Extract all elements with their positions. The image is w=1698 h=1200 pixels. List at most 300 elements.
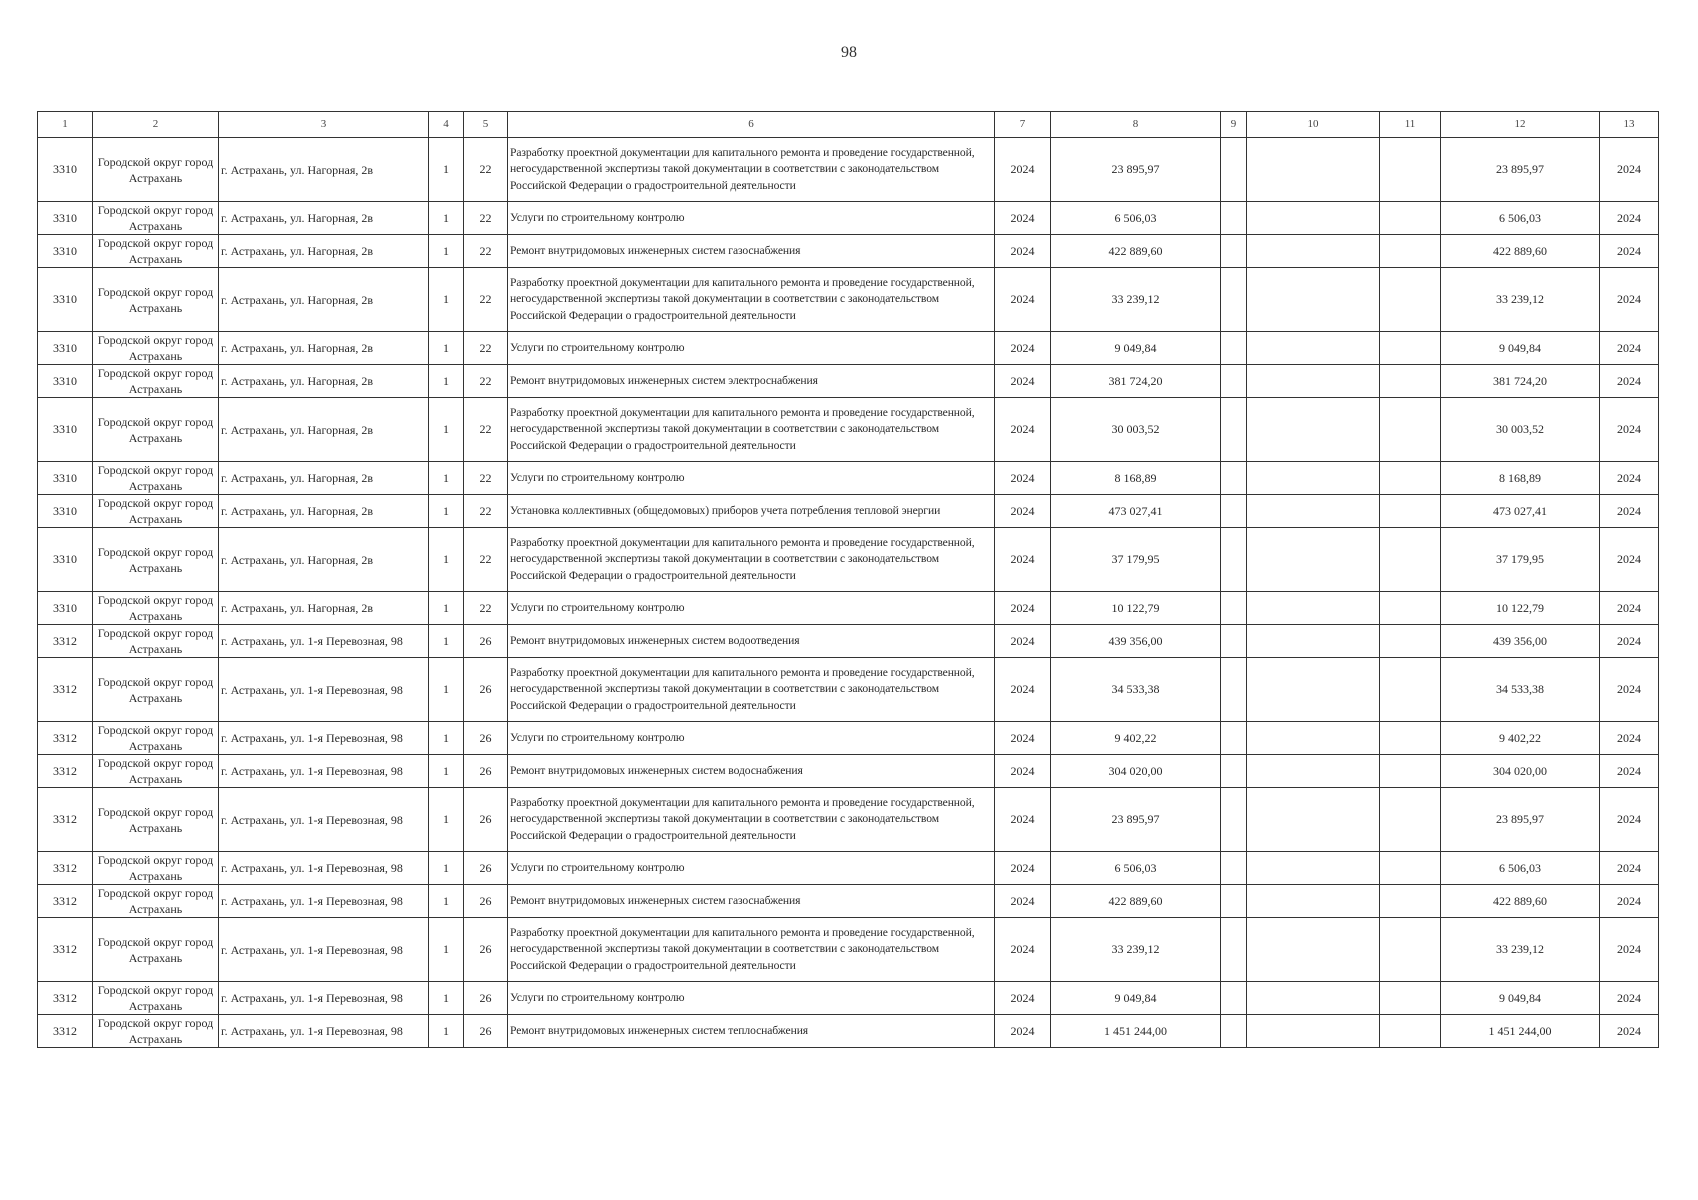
col5-cell: 22 (464, 592, 508, 625)
col10-cell (1247, 755, 1380, 788)
municipality-cell: Городской округ город Астрахань (93, 722, 219, 755)
col9-cell (1221, 885, 1247, 918)
column-header-7: 7 (995, 112, 1051, 138)
address-cell: г. Астрахань, ул. 1-я Перевозная, 98 (219, 658, 429, 722)
table-row (38, 235, 1659, 268)
amount-cell: 34 533,38 (1441, 658, 1600, 722)
row-id-cell: 3310 (38, 528, 93, 592)
municipality-cell: Городской округ город Астрахань (93, 462, 219, 495)
address-cell: г. Астрахань, ул. Нагорная, 2в (219, 332, 429, 365)
address-cell: г. Астрахань, ул. Нагорная, 2в (219, 398, 429, 462)
amount-cell: 1 451 244,00 (1441, 1015, 1600, 1048)
total-cost-cell: 9 049,84 (1051, 332, 1221, 365)
table-row (38, 852, 1659, 885)
col4-cell: 1 (429, 788, 464, 852)
end-year-cell: 2024 (1600, 138, 1659, 202)
municipality-cell: Городской округ город Астрахань (93, 592, 219, 625)
column-header-6: 6 (508, 112, 995, 138)
address-cell: г. Астрахань, ул. Нагорная, 2в (219, 268, 429, 332)
address-cell: г. Астрахань, ул. 1-я Перевозная, 98 (219, 722, 429, 755)
total-cost-cell: 10 122,79 (1051, 592, 1221, 625)
col9-cell (1221, 918, 1247, 982)
year-cell: 2024 (995, 268, 1051, 332)
amount-cell: 23 895,97 (1441, 788, 1600, 852)
work-description-cell: Услуги по строительному контролю (508, 722, 995, 755)
end-year-cell: 2024 (1600, 592, 1659, 625)
row-id-cell: 3310 (38, 398, 93, 462)
end-year-cell: 2024 (1600, 235, 1659, 268)
municipality-cell: Городской округ город Астрахань (93, 982, 219, 1015)
row-id-cell: 3312 (38, 722, 93, 755)
col9-cell (1221, 788, 1247, 852)
municipality-cell: Городской округ город Астрахань (93, 885, 219, 918)
col11-cell (1380, 658, 1441, 722)
year-cell: 2024 (995, 755, 1051, 788)
col10-cell (1247, 332, 1380, 365)
end-year-cell: 2024 (1600, 625, 1659, 658)
total-cost-cell: 6 506,03 (1051, 852, 1221, 885)
col5-cell: 26 (464, 852, 508, 885)
table-row (38, 268, 1659, 332)
column-header-3: 3 (219, 112, 429, 138)
address-cell: г. Астрахань, ул. 1-я Перевозная, 98 (219, 918, 429, 982)
year-cell: 2024 (995, 885, 1051, 918)
year-cell: 2024 (995, 982, 1051, 1015)
year-cell: 2024 (995, 852, 1051, 885)
col10-cell (1247, 852, 1380, 885)
total-cost-cell: 422 889,60 (1051, 235, 1221, 268)
total-cost-cell: 9 049,84 (1051, 982, 1221, 1015)
row-id-cell: 3312 (38, 658, 93, 722)
year-cell: 2024 (995, 722, 1051, 755)
col5-cell: 22 (464, 495, 508, 528)
row-id-cell: 3312 (38, 852, 93, 885)
amount-cell: 473 027,41 (1441, 495, 1600, 528)
col11-cell (1380, 332, 1441, 365)
col4-cell: 1 (429, 592, 464, 625)
col11-cell (1380, 1015, 1441, 1048)
col9-cell (1221, 202, 1247, 235)
amount-cell: 381 724,20 (1441, 365, 1600, 398)
col9-cell (1221, 332, 1247, 365)
work-description-cell: Разработку проектной документации для капитального ремонта и проведение государственной, негосударственной экспертизы такой документации в соответствии с законодательством Российской Федерации о градостроительной деятельности (508, 658, 995, 722)
total-cost-cell: 37 179,95 (1051, 528, 1221, 592)
work-description-cell: Установка коллективных (общедомовых) приборов учета потребления тепловой энергии (508, 495, 995, 528)
end-year-cell: 2024 (1600, 788, 1659, 852)
col11-cell (1380, 852, 1441, 885)
col11-cell (1380, 462, 1441, 495)
end-year-cell: 2024 (1600, 268, 1659, 332)
table-row (38, 365, 1659, 398)
col11-cell (1380, 592, 1441, 625)
amount-cell: 8 168,89 (1441, 462, 1600, 495)
amount-cell: 33 239,12 (1441, 918, 1600, 982)
column-header-12: 12 (1441, 112, 1600, 138)
col5-cell: 22 (464, 332, 508, 365)
address-cell: г. Астрахань, ул. 1-я Перевозная, 98 (219, 982, 429, 1015)
col11-cell (1380, 755, 1441, 788)
table-row (38, 332, 1659, 365)
row-id-cell: 3310 (38, 462, 93, 495)
row-id-cell: 3312 (38, 755, 93, 788)
col9-cell (1221, 982, 1247, 1015)
work-description-cell: Ремонт внутридомовых инженерных систем водоотведения (508, 625, 995, 658)
work-description-cell: Услуги по строительному контролю (508, 332, 995, 365)
address-cell: г. Астрахань, ул. Нагорная, 2в (219, 235, 429, 268)
col4-cell: 1 (429, 202, 464, 235)
col4-cell: 1 (429, 462, 464, 495)
work-description-cell: Разработку проектной документации для капитального ремонта и проведение государственной, негосударственной экспертизы такой документации в соответствии с законодательством Российской Федерации о градостроительной деятельности (508, 268, 995, 332)
work-description-cell: Ремонт внутридомовых инженерных систем водоснабжения (508, 755, 995, 788)
row-id-cell: 3310 (38, 495, 93, 528)
end-year-cell: 2024 (1600, 462, 1659, 495)
municipality-cell: Городской округ город Астрахань (93, 138, 219, 202)
amount-cell: 304 020,00 (1441, 755, 1600, 788)
col9-cell (1221, 268, 1247, 332)
work-description-cell: Ремонт внутридомовых инженерных систем электроснабжения (508, 365, 995, 398)
col10-cell (1247, 885, 1380, 918)
row-id-cell: 3312 (38, 625, 93, 658)
end-year-cell: 2024 (1600, 1015, 1659, 1048)
col4-cell: 1 (429, 398, 464, 462)
total-cost-cell: 439 356,00 (1051, 625, 1221, 658)
col9-cell (1221, 365, 1247, 398)
col11-cell (1380, 722, 1441, 755)
col10-cell (1247, 918, 1380, 982)
col4-cell: 1 (429, 528, 464, 592)
total-cost-cell: 9 402,22 (1051, 722, 1221, 755)
col5-cell: 26 (464, 755, 508, 788)
header-row (38, 112, 1659, 138)
col4-cell: 1 (429, 332, 464, 365)
amount-cell: 6 506,03 (1441, 202, 1600, 235)
municipality-cell: Городской округ город Астрахань (93, 202, 219, 235)
total-cost-cell: 8 168,89 (1051, 462, 1221, 495)
table-row (38, 398, 1659, 462)
address-cell: г. Астрахань, ул. 1-я Перевозная, 98 (219, 788, 429, 852)
col11-cell (1380, 202, 1441, 235)
col5-cell: 26 (464, 885, 508, 918)
column-header-11: 11 (1380, 112, 1441, 138)
total-cost-cell: 30 003,52 (1051, 398, 1221, 462)
municipality-cell: Городской округ город Астрахань (93, 1015, 219, 1048)
municipality-cell: Городской округ город Астрахань (93, 755, 219, 788)
address-cell: г. Астрахань, ул. Нагорная, 2в (219, 592, 429, 625)
col5-cell: 22 (464, 528, 508, 592)
end-year-cell: 2024 (1600, 755, 1659, 788)
col9-cell (1221, 528, 1247, 592)
col4-cell: 1 (429, 625, 464, 658)
amount-cell: 23 895,97 (1441, 138, 1600, 202)
total-cost-cell: 23 895,97 (1051, 788, 1221, 852)
end-year-cell: 2024 (1600, 365, 1659, 398)
work-description-cell: Разработку проектной документации для капитального ремонта и проведение государственной, негосударственной экспертизы такой документации в соответствии с законодательством Российской Федерации о градостроительной деятельности (508, 528, 995, 592)
amount-cell: 9 049,84 (1441, 332, 1600, 365)
address-cell: г. Астрахань, ул. Нагорная, 2в (219, 138, 429, 202)
work-description-cell: Услуги по строительному контролю (508, 982, 995, 1015)
amount-cell: 10 122,79 (1441, 592, 1600, 625)
end-year-cell: 2024 (1600, 658, 1659, 722)
municipality-cell: Городской округ город Астрахань (93, 852, 219, 885)
col11-cell (1380, 788, 1441, 852)
col4-cell: 1 (429, 495, 464, 528)
year-cell: 2024 (995, 918, 1051, 982)
end-year-cell: 2024 (1600, 885, 1659, 918)
col10-cell (1247, 528, 1380, 592)
col11-cell (1380, 918, 1441, 982)
year-cell: 2024 (995, 398, 1051, 462)
end-year-cell: 2024 (1600, 528, 1659, 592)
col10-cell (1247, 495, 1380, 528)
work-description-cell: Ремонт внутридомовых инженерных систем газоснабжения (508, 235, 995, 268)
col9-cell (1221, 462, 1247, 495)
municipality-cell: Городской округ город Астрахань (93, 918, 219, 982)
row-id-cell: 3310 (38, 592, 93, 625)
column-header-4: 4 (429, 112, 464, 138)
address-cell: г. Астрахань, ул. 1-я Перевозная, 98 (219, 625, 429, 658)
work-description-cell: Ремонт внутридомовых инженерных систем теплоснабжения (508, 1015, 995, 1048)
table-row (38, 918, 1659, 982)
end-year-cell: 2024 (1600, 398, 1659, 462)
row-id-cell: 3312 (38, 788, 93, 852)
table-row (38, 982, 1659, 1015)
column-header-10: 10 (1247, 112, 1380, 138)
col4-cell: 1 (429, 658, 464, 722)
amount-cell: 6 506,03 (1441, 852, 1600, 885)
end-year-cell: 2024 (1600, 852, 1659, 885)
table-row (38, 722, 1659, 755)
col4-cell: 1 (429, 1015, 464, 1048)
column-header-1: 1 (38, 112, 93, 138)
table-row (38, 202, 1659, 235)
work-description-cell: Разработку проектной документации для капитального ремонта и проведение государственной, негосударственной экспертизы такой документации в соответствии с законодательством Российской Федерации о градостроительной деятельности (508, 398, 995, 462)
col9-cell (1221, 138, 1247, 202)
col10-cell (1247, 592, 1380, 625)
row-id-cell: 3310 (38, 235, 93, 268)
municipality-cell: Городской округ город Астрахань (93, 365, 219, 398)
table-row (38, 885, 1659, 918)
address-cell: г. Астрахань, ул. Нагорная, 2в (219, 365, 429, 398)
col11-cell (1380, 235, 1441, 268)
total-cost-cell: 381 724,20 (1051, 365, 1221, 398)
municipality-cell: Городской округ город Астрахань (93, 398, 219, 462)
amount-cell: 37 179,95 (1441, 528, 1600, 592)
col5-cell: 26 (464, 788, 508, 852)
year-cell: 2024 (995, 528, 1051, 592)
col4-cell: 1 (429, 138, 464, 202)
col11-cell (1380, 268, 1441, 332)
col10-cell (1247, 722, 1380, 755)
work-description-cell: Разработку проектной документации для капитального ремонта и проведение государственной, негосударственной экспертизы такой документации в соответствии с законодательством Российской Федерации о градостроительной деятельности (508, 138, 995, 202)
end-year-cell: 2024 (1600, 495, 1659, 528)
amount-cell: 9 049,84 (1441, 982, 1600, 1015)
total-cost-cell: 473 027,41 (1051, 495, 1221, 528)
work-description-cell: Услуги по строительному контролю (508, 852, 995, 885)
address-cell: г. Астрахань, ул. 1-я Перевозная, 98 (219, 852, 429, 885)
col9-cell (1221, 755, 1247, 788)
col9-cell (1221, 625, 1247, 658)
amount-cell: 422 889,60 (1441, 235, 1600, 268)
col9-cell (1221, 592, 1247, 625)
amount-cell: 9 402,22 (1441, 722, 1600, 755)
municipality-cell: Городской округ город Астрахань (93, 332, 219, 365)
municipality-cell: Городской округ город Астрахань (93, 495, 219, 528)
col11-cell (1380, 625, 1441, 658)
col4-cell: 1 (429, 918, 464, 982)
work-description-cell: Разработку проектной документации для капитального ремонта и проведение государственной, негосударственной экспертизы такой документации в соответствии с законодательством Российской Федерации о градостроительной деятельности (508, 788, 995, 852)
municipality-cell: Городской округ город Астрахань (93, 268, 219, 332)
col10-cell (1247, 1015, 1380, 1048)
municipality-cell: Городской округ город Астрахань (93, 788, 219, 852)
end-year-cell: 2024 (1600, 202, 1659, 235)
table-row (38, 495, 1659, 528)
table-row (38, 138, 1659, 202)
col10-cell (1247, 365, 1380, 398)
col4-cell: 1 (429, 755, 464, 788)
col9-cell (1221, 1015, 1247, 1048)
total-cost-cell: 34 533,38 (1051, 658, 1221, 722)
address-cell: г. Астрахань, ул. Нагорная, 2в (219, 202, 429, 235)
table-row (38, 755, 1659, 788)
table-row (38, 658, 1659, 722)
col5-cell: 22 (464, 268, 508, 332)
row-id-cell: 3312 (38, 982, 93, 1015)
table-row (38, 788, 1659, 852)
col5-cell: 22 (464, 202, 508, 235)
total-cost-cell: 6 506,03 (1051, 202, 1221, 235)
work-description-cell: Услуги по строительному контролю (508, 462, 995, 495)
year-cell: 2024 (995, 788, 1051, 852)
amount-cell: 422 889,60 (1441, 885, 1600, 918)
col11-cell (1380, 528, 1441, 592)
row-id-cell: 3310 (38, 332, 93, 365)
row-id-cell: 3310 (38, 202, 93, 235)
year-cell: 2024 (995, 138, 1051, 202)
year-cell: 2024 (995, 462, 1051, 495)
col11-cell (1380, 365, 1441, 398)
page-number: 98 (841, 44, 857, 61)
total-cost-cell: 304 020,00 (1051, 755, 1221, 788)
col5-cell: 22 (464, 398, 508, 462)
year-cell: 2024 (995, 235, 1051, 268)
col10-cell (1247, 268, 1380, 332)
col9-cell (1221, 398, 1247, 462)
table-row (38, 592, 1659, 625)
col11-cell (1380, 138, 1441, 202)
col4-cell: 1 (429, 365, 464, 398)
col11-cell (1380, 495, 1441, 528)
address-cell: г. Астрахань, ул. 1-я Перевозная, 98 (219, 885, 429, 918)
col10-cell (1247, 138, 1380, 202)
row-id-cell: 3312 (38, 885, 93, 918)
row-id-cell: 3312 (38, 1015, 93, 1048)
year-cell: 2024 (995, 592, 1051, 625)
col4-cell: 1 (429, 982, 464, 1015)
col5-cell: 26 (464, 1015, 508, 1048)
municipality-cell: Городской округ город Астрахань (93, 625, 219, 658)
row-id-cell: 3310 (38, 365, 93, 398)
end-year-cell: 2024 (1600, 982, 1659, 1015)
address-cell: г. Астрахань, ул. 1-я Перевозная, 98 (219, 1015, 429, 1048)
col10-cell (1247, 462, 1380, 495)
col10-cell (1247, 202, 1380, 235)
col5-cell: 22 (464, 138, 508, 202)
work-description-cell: Ремонт внутридомовых инженерных систем газоснабжения (508, 885, 995, 918)
row-id-cell: 3312 (38, 918, 93, 982)
municipality-cell: Городской округ город Астрахань (93, 235, 219, 268)
col9-cell (1221, 852, 1247, 885)
address-cell: г. Астрахань, ул. 1-я Перевозная, 98 (219, 755, 429, 788)
col5-cell: 22 (464, 365, 508, 398)
col9-cell (1221, 658, 1247, 722)
col5-cell: 22 (464, 235, 508, 268)
register-table (37, 111, 1659, 1048)
col10-cell (1247, 788, 1380, 852)
address-cell: г. Астрахань, ул. Нагорная, 2в (219, 528, 429, 592)
total-cost-cell: 33 239,12 (1051, 918, 1221, 982)
year-cell: 2024 (995, 495, 1051, 528)
column-header-2: 2 (93, 112, 219, 138)
col10-cell (1247, 658, 1380, 722)
col5-cell: 26 (464, 918, 508, 982)
address-cell: г. Астрахань, ул. Нагорная, 2в (219, 462, 429, 495)
col9-cell (1221, 235, 1247, 268)
end-year-cell: 2024 (1600, 332, 1659, 365)
col10-cell (1247, 398, 1380, 462)
column-header-8: 8 (1051, 112, 1221, 138)
total-cost-cell: 23 895,97 (1051, 138, 1221, 202)
end-year-cell: 2024 (1600, 918, 1659, 982)
table-row (38, 625, 1659, 658)
year-cell: 2024 (995, 658, 1051, 722)
address-cell: г. Астрахань, ул. Нагорная, 2в (219, 495, 429, 528)
col10-cell (1247, 235, 1380, 268)
col4-cell: 1 (429, 268, 464, 332)
col11-cell (1380, 398, 1441, 462)
row-id-cell: 3310 (38, 268, 93, 332)
amount-cell: 30 003,52 (1441, 398, 1600, 462)
col5-cell: 26 (464, 722, 508, 755)
col4-cell: 1 (429, 885, 464, 918)
work-description-cell: Услуги по строительному контролю (508, 202, 995, 235)
column-header-9: 9 (1221, 112, 1247, 138)
year-cell: 2024 (995, 202, 1051, 235)
year-cell: 2024 (995, 625, 1051, 658)
col10-cell (1247, 625, 1380, 658)
col9-cell (1221, 722, 1247, 755)
year-cell: 2024 (995, 332, 1051, 365)
table-row (38, 1015, 1659, 1048)
column-header-13: 13 (1600, 112, 1659, 138)
total-cost-cell: 1 451 244,00 (1051, 1015, 1221, 1048)
row-id-cell: 3310 (38, 138, 93, 202)
year-cell: 2024 (995, 365, 1051, 398)
table-body (38, 138, 1659, 1048)
table-row (38, 462, 1659, 495)
col5-cell: 22 (464, 462, 508, 495)
col9-cell (1221, 495, 1247, 528)
year-cell: 2024 (995, 1015, 1051, 1048)
total-cost-cell: 33 239,12 (1051, 268, 1221, 332)
col4-cell: 1 (429, 235, 464, 268)
col11-cell (1380, 885, 1441, 918)
total-cost-cell: 422 889,60 (1051, 885, 1221, 918)
column-header-5: 5 (464, 112, 508, 138)
table-row (38, 528, 1659, 592)
end-year-cell: 2024 (1600, 722, 1659, 755)
col10-cell (1247, 982, 1380, 1015)
col5-cell: 26 (464, 982, 508, 1015)
